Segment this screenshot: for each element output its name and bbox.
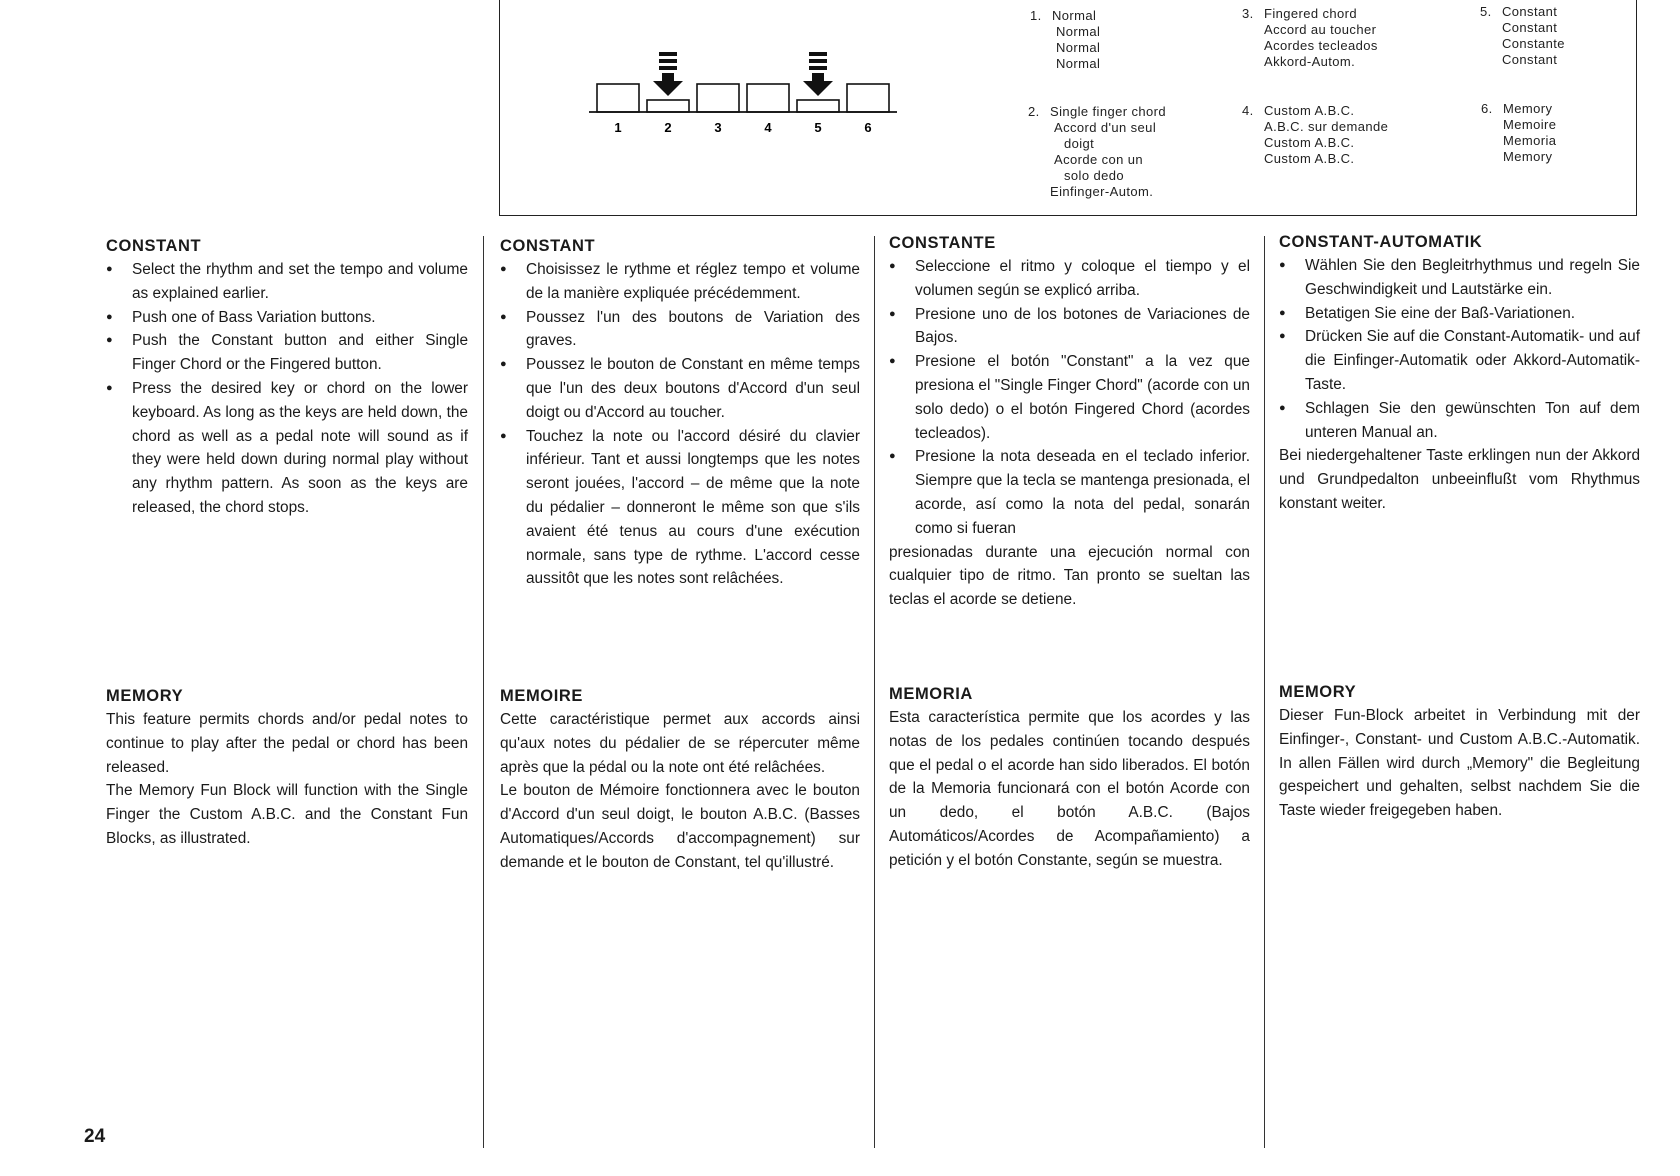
legend-line: Single finger chord	[1050, 104, 1166, 119]
fun-block-button-5	[797, 100, 839, 112]
fun-block-button-4	[747, 84, 789, 112]
instruction-list	[500, 258, 860, 591]
legend-line: Memoria	[1503, 133, 1557, 148]
legend-item-1	[1030, 8, 1100, 72]
legend-number: 3.	[1242, 6, 1254, 21]
section-heading: CONSTANT	[500, 237, 596, 255]
list-item: ● Betatigen Sie eine der Baß-Variationen.	[1279, 302, 1640, 326]
paragraph: Cette caractéristique permet aux accords ainsi qu'aux notes du pédalier de se répercuter même après que la pédal ou la note ont été relâchées.	[500, 711, 860, 776]
section-heading: MEMORY	[106, 687, 184, 705]
legend-line: Constant	[1502, 20, 1558, 35]
list-item: ● Poussez le bouton de Constant en même temps que l'un des deux boutons d'Accord d'un seul doigt ou d'Accord au toucher.	[500, 353, 860, 424]
section-heading: CONSTANT	[106, 237, 202, 255]
legend-line: Acorde con un	[1054, 152, 1144, 167]
section-heading: MEMOIRE	[500, 687, 584, 705]
fun-block-button-6	[847, 84, 889, 112]
english-memory-section	[106, 684, 468, 851]
legend-line: solo dedo	[1064, 168, 1124, 183]
button-number: 1	[614, 120, 622, 135]
fun-block-button-2	[647, 100, 689, 112]
instruction-list	[106, 258, 468, 520]
legend-line: Custom A.B.C.	[1264, 103, 1355, 118]
list-item: ● Poussez l'un des boutons de Variation des graves.	[500, 306, 860, 354]
legend-line: Normal	[1052, 8, 1097, 23]
column-divider	[874, 236, 875, 1148]
button-number: 3	[714, 120, 722, 135]
column-divider	[1264, 236, 1265, 1148]
legend-line: Constante	[1502, 36, 1565, 51]
legend-line: doigt	[1064, 136, 1095, 151]
list-item: ● Push the Constant button and either Single Finger Chord or the Fingered button.	[106, 329, 468, 377]
button-number: 4	[764, 120, 772, 135]
list-item: ● Press the desired key or chord on the lower keyboard. As long as the keys are held down, the chord as well as a pedal note will sound as if they were held down during normal play without any rhythm pattern. As soon as the keys are released, the chord stops.	[106, 377, 468, 520]
legend-item-2	[1028, 104, 1166, 200]
fun-block-button-1	[597, 84, 639, 112]
legend-line: Akkord-Autom.	[1264, 54, 1356, 69]
button-number: 2	[664, 120, 672, 135]
legend-line: Memory	[1503, 101, 1553, 116]
legend-line: Normal	[1056, 24, 1101, 39]
column-divider	[483, 236, 484, 1148]
legend-number: 2.	[1028, 104, 1040, 119]
section-heading: CONSTANT-AUTOMATIK	[1279, 233, 1483, 251]
paragraph: Esta característica permite que los acordes y las notas de los pedales continúen tocando después que el pedal o el acorde han sido liberados. El botón de la Memoria funcionará con el botón Acorde con un dedo, el botón A.B.C. (Bajos Automáticos/Acordes de Acompañamiento) a petición y el botón Constante, según se muestra.	[889, 709, 1250, 869]
press-arrow-icon	[653, 52, 683, 96]
legend-item-4	[1242, 103, 1388, 167]
legend-item-3	[1242, 6, 1378, 70]
legend-line: Constant	[1502, 52, 1558, 67]
section-heading: MEMORY	[1279, 683, 1357, 701]
list-item: ● Seleccione el ritmo y coloque el tiempo y el volumen según se explicó arriba.	[889, 255, 1250, 303]
french-memory-section	[500, 684, 860, 875]
paragraph: This feature permits chords and/or pedal notes to continue to play after the pedal or chord has been released.	[106, 711, 468, 776]
legend-line: Normal	[1056, 56, 1101, 71]
legend-line: Memoire	[1503, 117, 1557, 132]
english-constant-section	[106, 234, 468, 520]
legend-line: Fingered chord	[1264, 6, 1358, 21]
spanish-memory-section	[889, 682, 1250, 873]
list-item: ● Schlagen Sie den gewünschten Ton auf dem unteren Manual an.	[1279, 397, 1640, 445]
press-arrow-icon	[803, 52, 833, 96]
spanish-constant-section	[889, 231, 1250, 612]
legend-number: 5.	[1480, 4, 1492, 19]
legend-number: 4.	[1242, 103, 1254, 118]
legend-line: A.B.C. sur demande	[1264, 119, 1389, 134]
paragraph: Le bouton de Mémoire fonctionnera avec le bouton d'Accord d'un seul doigt, le bouton A.B.C. (Basses Automatiques/Accords d'accompagnement) sur demande et le bouton de Constant, tel qu'illustré.	[500, 782, 860, 871]
button-number: 6	[864, 120, 872, 135]
fun-block-button-3	[697, 84, 739, 112]
french-constant-section	[500, 234, 860, 591]
button-number: 5	[814, 120, 822, 135]
legend-line: Accord d'un seul	[1054, 120, 1157, 135]
legend-line: Acordes tecleados	[1264, 38, 1378, 53]
legend-number: 1.	[1030, 8, 1042, 23]
german-memory-section	[1279, 680, 1640, 823]
paragraph: The Memory Fun Block will function with the Single Finger the Custom A.B.C. and the Constant Fun Blocks, as illustrated.	[106, 782, 468, 847]
list-item: ● Drücken Sie auf die Constant-Automatik- und auf die Einfinger-Automatik oder Akkord-Automatik-Taste.	[1279, 325, 1640, 396]
legend-item-5	[1480, 4, 1565, 68]
legend-line: Constant	[1502, 4, 1558, 19]
list-item: ● Push one of Bass Variation buttons.	[106, 306, 468, 330]
instruction-list	[1279, 254, 1640, 444]
legend-number: 6.	[1481, 101, 1493, 116]
section-heading: CONSTANTE	[889, 234, 996, 252]
legend-line: Custom A.B.C.	[1264, 151, 1355, 166]
list-item: ● Presione la nota deseada en el teclado inferior. Siempre que la tecla se mantenga presionada, el acorde, así como la nota del pedal, sonarán como si fueran	[889, 445, 1250, 540]
legend-line: Memory	[1503, 149, 1553, 164]
legend-line: Einfinger-Autom.	[1050, 184, 1154, 199]
paragraph: Bei niedergehaltener Taste erklingen nun der Akkord und Grundpedalton unbeeinflußt vom Rhythmus konstant weiter.	[1279, 447, 1640, 512]
legend-line: Accord au toucher	[1264, 22, 1377, 37]
list-item: ● Touchez la note ou l'accord désiré du clavier inférieur. Tant et aussi longtemps que les notes seront jouées, l'accord – de même que la note du pédalier – donneront le même son que s'ils avaient été tenus au cours d'une exécution normale, sans type de rythme. L'accord cesse aussitôt que les notes sont relâchées.	[500, 425, 860, 592]
fun-block-diagram	[585, 50, 905, 140]
list-item: ● Choisissez le rythme et réglez tempo et volume de la manière expliquée précédemment.	[500, 258, 860, 306]
paragraph: presionadas durante una ejecución normal con cualquier tipo de ritmo. Tan pronto se sueltan las teclas el acorde se detiene.	[889, 543, 1250, 609]
list-item: ● Presione uno de los botones de Variaciones de Bajos.	[889, 303, 1250, 351]
list-item: ● Select the rhythm and set the tempo and volume as explained earlier.	[106, 258, 468, 306]
instruction-list	[889, 255, 1250, 541]
paragraph: Dieser Fun-Block arbeitet in Verbindung mit der Einfinger-, Constant- und Custom A.B.C.-Automatik. In allen Fällen wird durch „Memory" die Begleitung gespeichert und gehalten, selbst nachdem Sie die Taste wieder freigegeben haben.	[1279, 707, 1640, 820]
list-item: ● Wählen Sie den Begleitrhythmus und regeln Sie Geschwindigkeit und Lautstärke ein.	[1279, 254, 1640, 302]
legend-line: Normal	[1056, 40, 1101, 55]
list-item: ● Presione el botón "Constant" a la vez que presiona el "Single Finger Chord" (acorde con un solo dedo) o el botón Fingered Chord (acordes tecleados).	[889, 350, 1250, 445]
legend-item-6	[1481, 101, 1556, 165]
legend-line: Custom A.B.C.	[1264, 135, 1355, 150]
german-constant-section	[1279, 230, 1640, 516]
page-number: 24	[84, 1126, 106, 1147]
section-heading: MEMORIA	[889, 685, 973, 703]
